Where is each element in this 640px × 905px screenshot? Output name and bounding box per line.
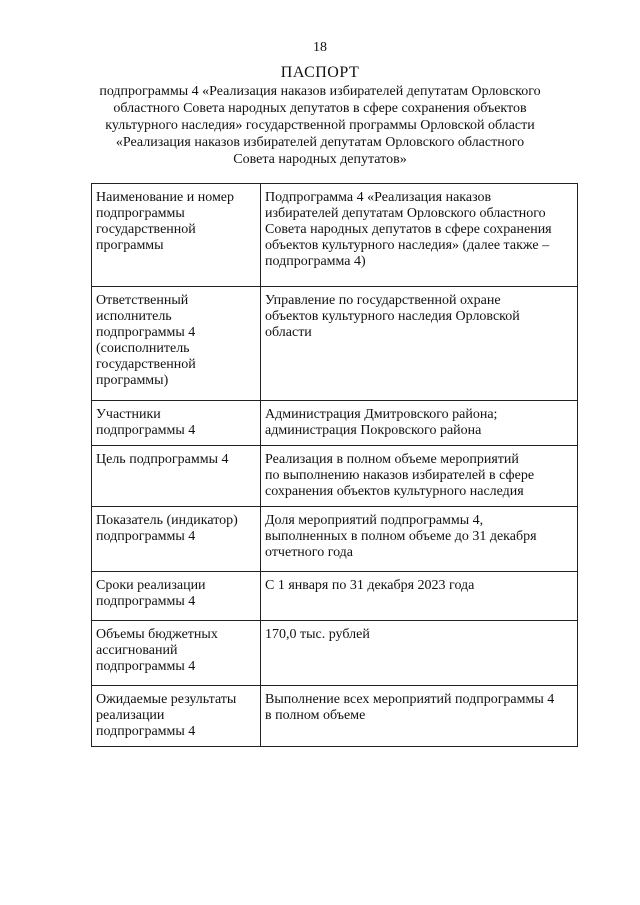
row-value-cell <box>261 184 578 287</box>
row-value: Реализация в полном объеме мероприятий по выполнению наказов избирателей в сфере сохранения объектов культурного наследия <box>265 452 535 499</box>
row-label-cell <box>92 621 261 686</box>
subtitle-line: культурного наследия» государственной программы Орловской области <box>105 118 535 133</box>
row-value-cell <box>261 621 578 686</box>
table-row <box>92 446 578 507</box>
subtitle-line: областного Совета народных депутатов в сфере сохранения объектов <box>113 101 527 116</box>
row-value-cell <box>261 572 578 621</box>
subtitle-line: Совета народных депутатов» <box>233 152 407 167</box>
subtitle-line: «Реализация наказов избирателей депутатам Орловского областного <box>115 135 525 150</box>
row-label-cell <box>92 507 261 572</box>
table-row <box>92 686 578 747</box>
table-row <box>92 287 578 401</box>
table-row <box>92 507 578 572</box>
row-label-cell <box>92 287 261 401</box>
document-subtitle <box>50 83 590 168</box>
row-label: Ожидаемые результаты реализации подпрограммы 4 <box>96 692 237 739</box>
table-row <box>92 621 578 686</box>
table-row <box>92 572 578 621</box>
row-label-cell <box>92 686 261 747</box>
row-label-cell <box>92 446 261 507</box>
row-label: Объемы бюджетных ассигнований подпрограммы 4 <box>96 627 218 674</box>
page-number: 18 <box>313 40 327 55</box>
row-value: Выполнение всех мероприятий подпрограммы 4 в полном объеме <box>265 692 555 723</box>
row-value: Управление по государственной охране объектов культурного наследия Орловской области <box>265 293 520 340</box>
table-row <box>92 401 578 446</box>
row-value: Доля мероприятий подпрограммы 4, выполненных в полном объеме до 31 декабря отчетного года <box>265 513 537 560</box>
table-row <box>92 184 578 287</box>
row-value-cell <box>261 507 578 572</box>
row-label: Показатель (индикатор) подпрограммы 4 <box>96 513 238 544</box>
row-value-cell <box>261 446 578 507</box>
row-value: С 1 января по 31 декабря 2023 года <box>265 578 475 593</box>
row-value-cell <box>261 401 578 446</box>
row-label: Цель подпрограммы 4 <box>96 452 229 467</box>
document-title: ПАСПОРТ <box>280 64 360 81</box>
row-label-cell <box>92 401 261 446</box>
row-value: Подпрограмма 4 «Реализация наказов избирателей депутатам Орловского областного Совета народных депутатов в сфере сохранения объектов культурного наследия» (далее также – подпрограмма 4) <box>265 190 552 269</box>
row-value: Администрация Дмитровского района; администрация Покровского района <box>265 407 498 438</box>
row-label: Сроки реализации подпрограммы 4 <box>96 578 206 609</box>
row-label-cell <box>92 572 261 621</box>
subtitle-line: подпрограммы 4 «Реализация наказов избирателей депутатам Орловского <box>99 84 541 99</box>
row-label: Участники подпрограммы 4 <box>96 407 196 438</box>
row-value-cell <box>261 287 578 401</box>
row-label: Наименование и номер подпрограммы государственной программы <box>96 190 235 253</box>
row-label-cell <box>92 184 261 287</box>
passport-table <box>91 183 578 747</box>
row-label: Ответственный исполнитель подпрограммы 4 (соисполнитель государственной программы) <box>96 293 196 388</box>
row-value-cell <box>261 686 578 747</box>
row-value: 170,0 тыс. рублей <box>265 627 370 642</box>
